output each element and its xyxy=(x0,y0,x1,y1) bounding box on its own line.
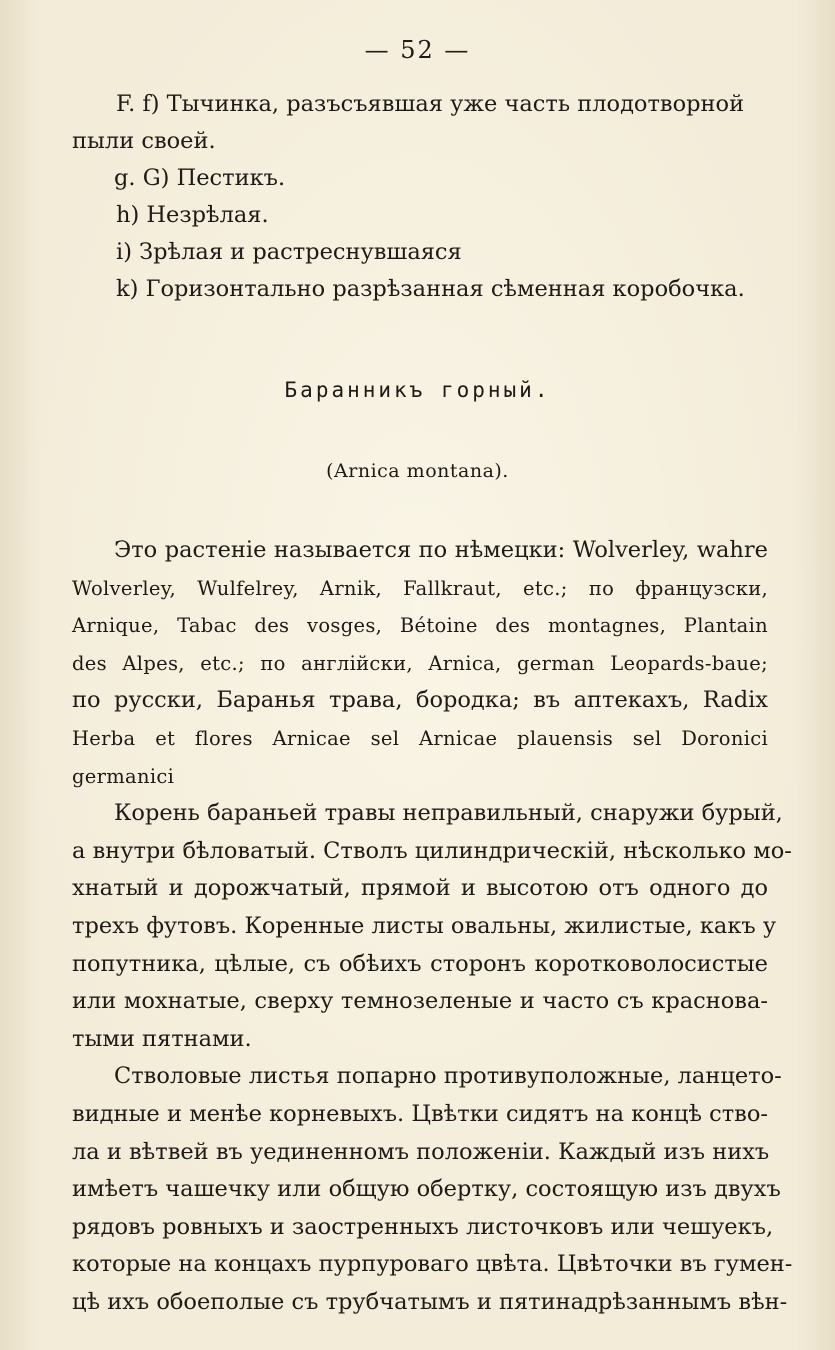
paragraph-3 xyxy=(72,1058,793,1321)
text-line: Корень бараньей травы неправильный, снаружи бурый, xyxy=(114,800,783,827)
text-line: или мохнатые, сверху темнозеленые и часто съ краснова- xyxy=(72,988,768,1015)
figure-caption-list xyxy=(72,86,768,308)
text-line: Wolverley, Wulfelrey, Arnik, Fallkraut, etc.; по французски, xyxy=(72,576,768,600)
body-text xyxy=(72,532,793,1321)
text-line: а внутри бѣловатый. Стволъ цилиндрическій, нѣсколько мо- xyxy=(72,837,792,864)
text-line: хнатый и дорожчатый, прямой и высотою отъ одного до xyxy=(72,875,768,902)
text-line: по русски, Баранья трава, бородка; въ аптекахъ, Radix xyxy=(72,687,768,714)
page-number: — 52 — xyxy=(364,36,471,64)
text-line: des Alpes, etc.; по англійски, Arnica, german Leopards-baue; xyxy=(72,651,768,675)
paragraph-2 xyxy=(72,795,792,1058)
text-line: цѣ ихъ обоеполые съ трубчатымъ и пятинадрѣзаннымъ вѣн- xyxy=(72,1288,788,1315)
text-line: Arnique, Tabac des vosges, Bétoine des montagnes, Plantain xyxy=(72,614,768,638)
text-line: Стволовые листья попарно противуположные, ланцето- xyxy=(114,1063,782,1090)
caption-line: k) Горизонтально разрѣзанная сѣменная коробочка. xyxy=(116,276,745,302)
caption-line: g. G) Пестикъ. xyxy=(114,165,286,191)
text-line: видные и менѣе корневыхъ. Цвѣтки сидятъ на концѣ ство- xyxy=(72,1100,768,1127)
text-line: тыми пятнами. xyxy=(72,1025,252,1052)
caption-line: i) Зрѣлая и растреснувшаяся xyxy=(116,239,462,265)
text-line: рядовъ ровныхъ и заостренныхъ листочковъ или чешуекъ, xyxy=(72,1213,774,1240)
latin-name: (Arnica montana). xyxy=(326,460,509,482)
text-line: Herba et flores Arnicae sel Arnicae plauensis sel Doronici xyxy=(72,726,768,750)
text-line: Это растенiе называется по нѣмецки: Wolverley, wahre xyxy=(114,537,768,563)
text-line: трехъ футовъ. Коренные листы овальны, жилистые, какъ у xyxy=(72,912,777,939)
text-line: germanici xyxy=(72,764,175,788)
text-line: которые на концахъ пурпуроваго цвѣта. Цвѣточки въ гумен- xyxy=(72,1251,793,1278)
paragraph-1 xyxy=(72,532,768,795)
text-line: имѣетъ чашечку или общую обертку, состоящую изъ двухъ xyxy=(72,1176,781,1203)
text-line: попутника, цѣлые, съ обѣихъ сторонъ коротковолосистые xyxy=(72,950,768,977)
caption-line: h) Незрѣлая. xyxy=(116,202,269,228)
caption-line: пыли своей. xyxy=(72,128,216,154)
caption-line: F. f) Тычинка, разъсъявшая уже часть плодотворной xyxy=(116,91,745,117)
section-heading: Баранникъ горный. xyxy=(284,378,551,402)
text-line: ла и вѣтвей въ уединенномъ положенiи. Каждый изъ нихъ xyxy=(72,1138,770,1165)
